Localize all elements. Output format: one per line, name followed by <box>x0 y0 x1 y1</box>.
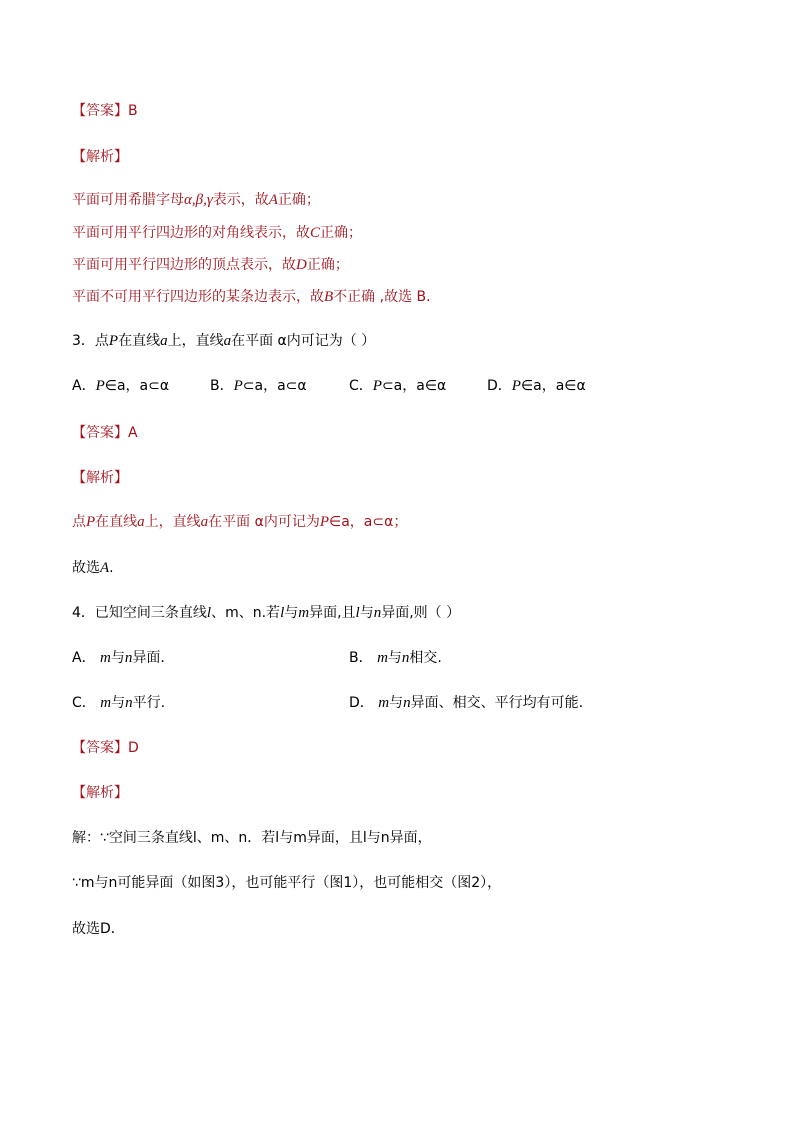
analysis-line-1 <box>72 191 320 209</box>
var: l <box>355 605 360 621</box>
option-text: 异面. <box>132 650 165 666</box>
analysis-line-5 <box>72 513 407 531</box>
var: P <box>233 378 243 394</box>
analysis-line-9: 故选D． <box>72 921 125 937</box>
text: 平面可用平行四边形的顶点表示，故 <box>72 257 296 273</box>
option-text: 平行. <box>132 695 166 711</box>
var: n <box>373 605 382 621</box>
var: a <box>200 514 209 530</box>
var: n <box>125 695 133 711</box>
answer-bracket: 【答案】 <box>72 103 128 119</box>
option-label: B． <box>210 378 234 394</box>
var: P <box>372 378 382 394</box>
var: n <box>403 695 411 711</box>
text: 平面可用希腊字母 <box>72 192 184 208</box>
text: 上，直线 <box>144 514 201 530</box>
q3-option-a[interactable] <box>72 377 169 395</box>
q3-option-d[interactable] <box>487 377 586 395</box>
option-text: 相交. <box>409 650 442 666</box>
answer-line-3 <box>72 739 139 757</box>
text: 正确； <box>306 257 349 273</box>
text: 平面可用平行四边形的对角线表示，故 <box>72 225 310 241</box>
answer-value: A <box>128 425 138 441</box>
analysis-line-6 <box>72 559 114 577</box>
answer-line-2 <box>72 424 138 442</box>
q4-option-d[interactable] <box>349 694 583 712</box>
var: n <box>124 650 133 666</box>
option-label: C． <box>349 378 373 394</box>
text: 故选 <box>72 560 100 576</box>
greek-letters: α,β,γ <box>184 192 213 208</box>
answer-bracket: 【答案】 <box>72 425 128 441</box>
text: 与 <box>111 695 126 711</box>
option-label: B． <box>349 650 373 666</box>
analysis-heading-3 <box>72 784 128 802</box>
analysis-bracket: 【解析】 <box>72 149 128 165</box>
answer-value: B <box>128 103 138 119</box>
analysis-line-4 <box>72 288 431 306</box>
answer-bracket: 【答案】 <box>72 740 128 756</box>
option-text: ∈a，a⊂α <box>104 378 170 394</box>
text: 与 <box>110 650 125 666</box>
var: m <box>378 695 390 711</box>
q3-option-c[interactable] <box>349 377 446 395</box>
var: P <box>86 514 96 530</box>
option-text: ⊂a，a⊂α <box>242 378 307 394</box>
text: 3．点 <box>72 333 109 349</box>
question-4 <box>72 604 460 622</box>
text: 点 <box>72 514 86 530</box>
var: m <box>298 605 310 621</box>
text: 、m、n.若 <box>211 605 281 621</box>
analysis-line-3 <box>72 256 349 274</box>
text: 异面,且 <box>309 605 356 621</box>
var: a <box>223 333 232 349</box>
answer-line-1 <box>72 102 138 120</box>
text: 正确； <box>277 192 320 208</box>
analysis-bracket: 【解析】 <box>72 470 128 486</box>
text: . <box>109 560 114 576</box>
text: 在平面 α内可记为（ ） <box>231 333 376 349</box>
var: B <box>324 289 334 305</box>
var: n <box>401 650 410 666</box>
text: 平面不可用平行四边形的某条边表示，故 <box>72 289 324 305</box>
var: m <box>100 650 111 666</box>
option-label: A． <box>72 650 96 666</box>
text: 正确； <box>320 225 363 241</box>
var: P <box>95 378 105 394</box>
var: a <box>137 514 145 530</box>
option-label: D． <box>487 378 512 394</box>
q4-option-b[interactable] <box>349 649 442 667</box>
var: A <box>100 560 110 576</box>
var: P <box>511 378 521 394</box>
text: 在直线 <box>95 514 138 530</box>
var: m <box>377 650 388 666</box>
q4-option-c[interactable] <box>72 694 165 712</box>
option-text: 异面、相交、平行均有可能. <box>410 695 584 711</box>
text: 与 <box>359 605 374 621</box>
option-label: D． <box>349 695 374 711</box>
q3-option-b[interactable] <box>210 377 307 395</box>
text: 不正确 ,故选 B. <box>333 289 431 305</box>
var: l <box>206 605 212 621</box>
var: P <box>319 514 330 530</box>
option-text: ⊂a，a∈α <box>381 378 447 394</box>
option-label: C． <box>72 695 96 711</box>
text: 与 <box>284 605 299 621</box>
q4-option-a[interactable] <box>72 649 165 667</box>
text: 在直线 <box>118 333 161 349</box>
var: A <box>268 192 278 208</box>
text: 在平面 α内可记为 <box>208 514 320 530</box>
text: 表示，故 <box>212 192 269 208</box>
text: 上，直线 <box>167 333 224 349</box>
analysis-line-8: ∵m与n可能异面（如图3），也可能平行（图1），也可能相交（图2）， <box>72 875 502 891</box>
var: l <box>280 605 285 621</box>
answer-value: D <box>128 740 139 756</box>
analysis-line-2 <box>72 224 362 242</box>
text: 异面,则（ ） <box>381 605 461 621</box>
analysis-heading-2 <box>72 469 128 487</box>
text: 4．已知空间三条直线 <box>72 605 207 621</box>
analysis-bracket: 【解析】 <box>72 785 128 801</box>
text: ∈a，a⊂α； <box>329 514 408 530</box>
var: m <box>100 695 112 711</box>
var: D <box>296 257 307 273</box>
analysis-line-7: 解：∵空间三条直线l、m、n．若l与m异面，且l与n异面， <box>72 830 432 846</box>
text: 与 <box>387 650 402 666</box>
var: C <box>310 225 321 241</box>
text: 与 <box>389 695 404 711</box>
question-3 <box>72 332 375 350</box>
analysis-heading-1 <box>72 148 128 166</box>
var: P <box>108 333 119 349</box>
option-text: ∈a，a∈α <box>520 378 586 394</box>
var: a <box>160 333 168 349</box>
option-label: A． <box>72 378 96 394</box>
